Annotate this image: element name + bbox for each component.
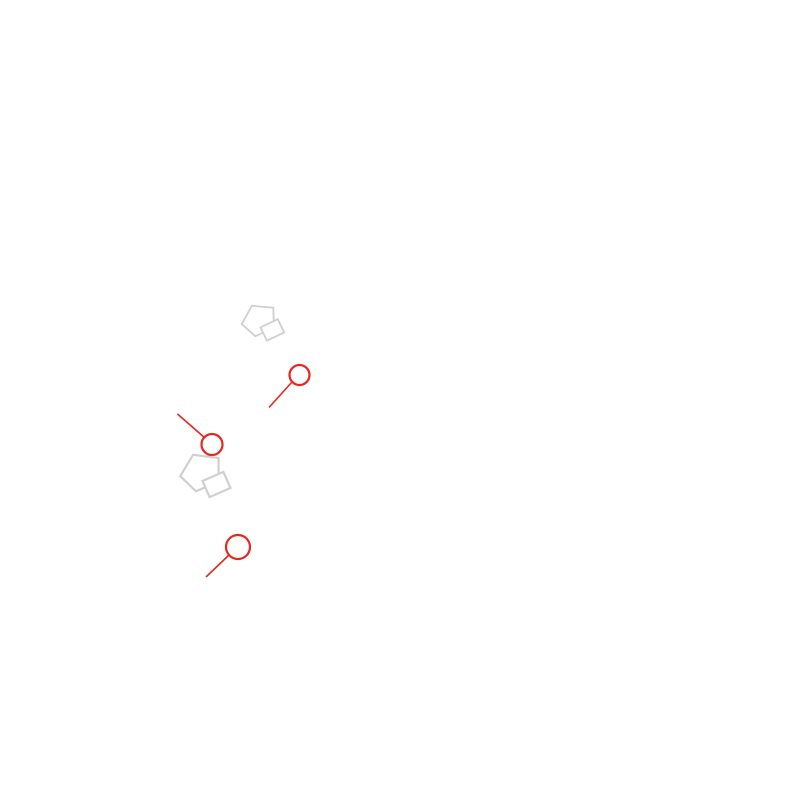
cross-section-top [178,365,310,455]
cross-section-bottom [206,535,250,577]
callout-b-circle [290,365,310,385]
callout-a-circle [202,434,223,455]
callout-a-leader [178,414,206,438]
callout-b-leader [269,382,292,408]
callout-r-circle [226,535,250,559]
callout-r-leader [206,555,229,577]
